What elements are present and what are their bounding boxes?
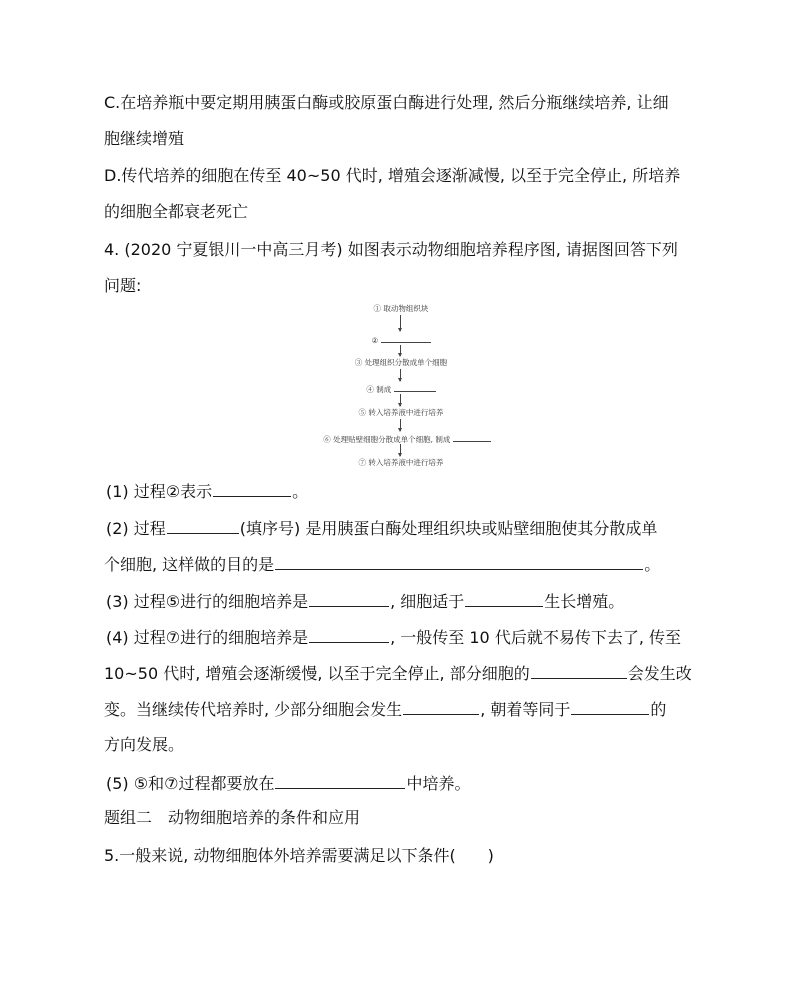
flow-arrow (400, 315, 401, 331)
flow-arrow (400, 394, 401, 406)
option-c-line-2: 胞继续增殖 (104, 129, 185, 148)
option-c-line-1: C.在培养瓶中要定期用胰蛋白酶或胶原蛋白酶进行处理, 然后分瓶继续培养, 让细 (104, 93, 669, 112)
question-4-line-1: 4. (2020 宁夏银川一中高三月考) 如图表示动物细胞培养程序图, 请据图回答下列 (104, 240, 678, 259)
flow-step-4: ④ 制成 (296, 383, 506, 395)
subquestion-2-line-2: 个细胞, 这样做的目的是 。 (104, 555, 661, 574)
flow-step-2: ② (296, 334, 506, 346)
answer-blank[interactable] (167, 517, 239, 534)
flow-arrow (400, 444, 401, 456)
subquestion-3: (3) 过程⑤进行的细胞培养是 , 细胞适于 生长增殖。 (106, 592, 625, 611)
flow-arrow (400, 419, 401, 431)
answer-blank[interactable] (403, 698, 479, 715)
subquestion-1: (1) 过程②表示 。 (106, 482, 309, 501)
flow-blank (453, 433, 491, 442)
subquestion-5: (5) ⑤和⑦过程都要放在 中培养。 (106, 774, 471, 793)
answer-blank[interactable] (531, 662, 627, 679)
flow-step-6: ⑥ 处理贴壁细胞分散成单个细胞, 制成 (302, 433, 512, 445)
flow-step-3: ③ 处理组织分散成单个细胞 (354, 358, 448, 367)
answer-blank[interactable] (213, 480, 291, 497)
answer-blank[interactable] (275, 553, 643, 570)
flow-blank (394, 383, 436, 392)
subquestion-4-line-2: 10~50 代时, 增殖会逐渐缓慢, 以至于完全停止, 部分细胞的 会发生改 (104, 664, 692, 683)
flow-step-7: ⑦ 转入培养液中进行培养 (358, 458, 444, 467)
subquestion-4-line-1: (4) 过程⑦进行的细胞培养是 , 一般传至 10 代后就不易传下去了, 传至 (106, 628, 681, 647)
flow-step-5: ⑤ 转入培养液中进行培养 (358, 408, 444, 417)
flow-arrow (400, 369, 401, 381)
option-d-line-2: 的细胞全都衰老死亡 (104, 202, 249, 221)
answer-blank[interactable] (309, 626, 389, 643)
answer-blank[interactable] (571, 698, 649, 715)
flow-arrow (400, 345, 401, 356)
subquestion-2-line-1: (2) 过程 (填序号) 是用胰蛋白酶处理组织块或贴壁细胞使其分散成单 (106, 519, 658, 538)
flow-blank (381, 334, 431, 343)
flowchart-diagram (296, 304, 506, 470)
answer-blank[interactable] (465, 590, 543, 607)
option-d-line-1: D.传代培养的细胞在传至 40~50 代时, 增殖会逐渐减慢, 以至于完全停止, 所培养 (104, 166, 681, 185)
subquestion-4-line-4: 方向发展。 (104, 735, 185, 754)
section-heading: 题组二 动物细胞培养的条件和应用 (104, 808, 361, 827)
answer-blank[interactable] (275, 772, 405, 789)
question-5-stem: 5.一般来说, 动物细胞体外培养需要满足以下条件( ) (104, 846, 494, 865)
question-4-line-2: 问题: (104, 276, 142, 295)
subquestion-4-line-3: 变。当继续传代培养时, 少部分细胞会发生 , 朝着等同于 的 (104, 700, 667, 719)
answer-blank[interactable] (309, 590, 389, 607)
flow-step-1: ① 取动物组织块 (373, 304, 429, 313)
